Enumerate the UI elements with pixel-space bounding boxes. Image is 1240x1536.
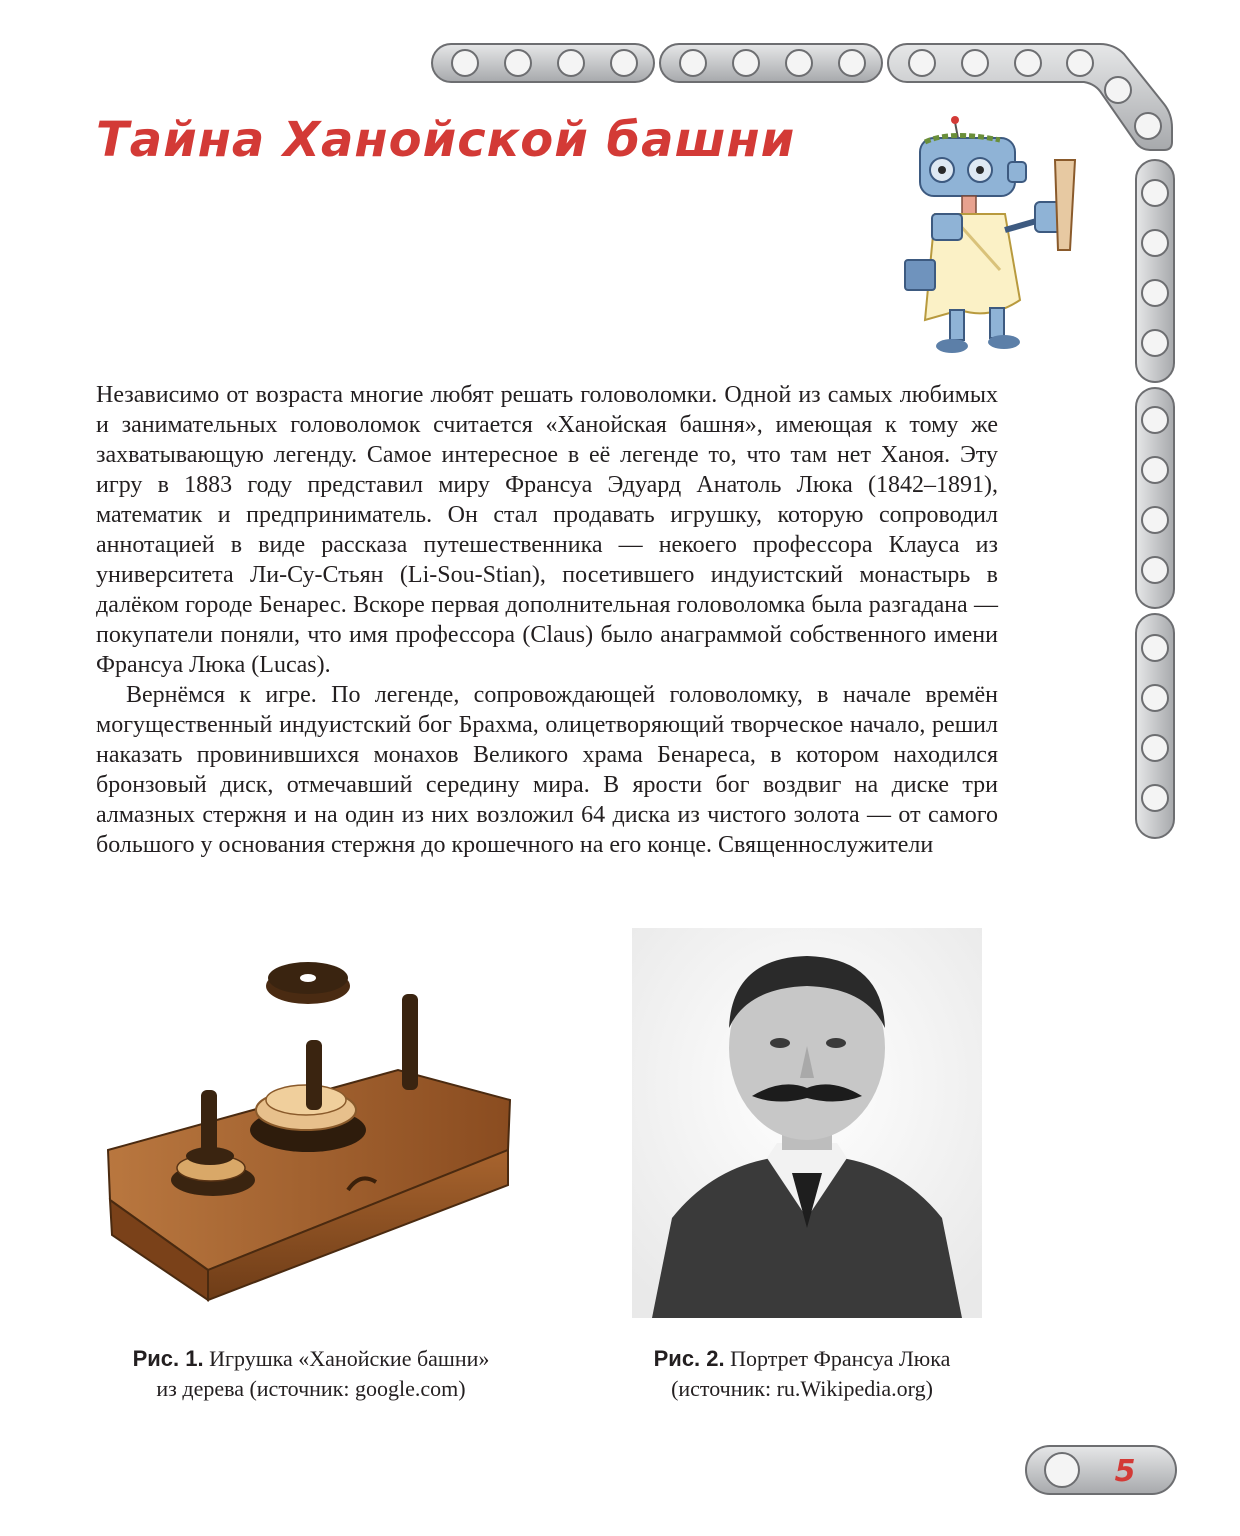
- figure-1-caption-line1: Игрушка «Ханойские башни»: [209, 1346, 490, 1371]
- lucas-portrait-image: [632, 928, 982, 1318]
- figure-2-label: Рис. 2.: [653, 1346, 725, 1371]
- figure-1-label: Рис. 1.: [132, 1346, 204, 1371]
- tower-of-hanoi-toy-image: [98, 950, 518, 1320]
- article-body: [96, 380, 998, 860]
- robot-mascot-illustration: [880, 110, 1090, 360]
- paragraph: Вернёмся к игре. По легенде, сопровождающей головоломку, в начале времён могущественный индуистский бог Брахма, олицетворяющий творческое начало, решил наказать провинившихся монахов Великого храма Бенареса, в котором находился бронзовый диск, отмечавший середину мира. В ярости бог воздвиг на диске три алмазных стержня и на один из них возложил 64 диска из чистого золота — от самого большого у основания стержня до крошечного на его конце. Священнослужители: [96, 682, 998, 858]
- figure-1-caption-line2: из дерева (источник: google.com): [156, 1376, 466, 1401]
- page-title: Тайна Ханойской башни: [96, 112, 796, 168]
- side-beam-2: [1136, 388, 1174, 608]
- figure-2-caption-line2: (источник: ru.Wikipedia.org): [671, 1376, 933, 1401]
- side-beam-1: [1136, 160, 1174, 382]
- figure-1-caption: [96, 1344, 526, 1404]
- paragraph: Независимо от возраста многие любят решать головоломки. Одной из самых любимых и занимательных головоломок считается «Ханойская башня», имеющая к тому же захватывающую легенду. Самое интересное в её легенде то, что там нет Ханоя. Эту игру в 1883 году представил миру Франсуа Эдуард Анатоль Люка (1842–1891), математик и предприниматель. Он стал продавать игрушку, которую сопроводил аннотацией в виде рассказа путешественника — некоего профессора Клауса из университета Ли-Су-Стьян (Li-Sou-Stian), посетившего индуистский монастырь в далёком городе Бенарес. Вскоре первая дополнительная головоломка была разгадана — покупатели поняли, что имя профессора (Claus) было анаграммой собственного имени Франсуа Люка (Lucas).: [96, 382, 998, 678]
- figure-2-caption-line1: Портрет Франсуа Люка: [730, 1346, 951, 1371]
- side-beam-3: [1136, 614, 1174, 838]
- page-number: 5: [1114, 1454, 1136, 1489]
- figure-2-caption: [612, 1344, 992, 1404]
- top-beam-1: [432, 44, 654, 82]
- top-beam-2: [660, 44, 882, 82]
